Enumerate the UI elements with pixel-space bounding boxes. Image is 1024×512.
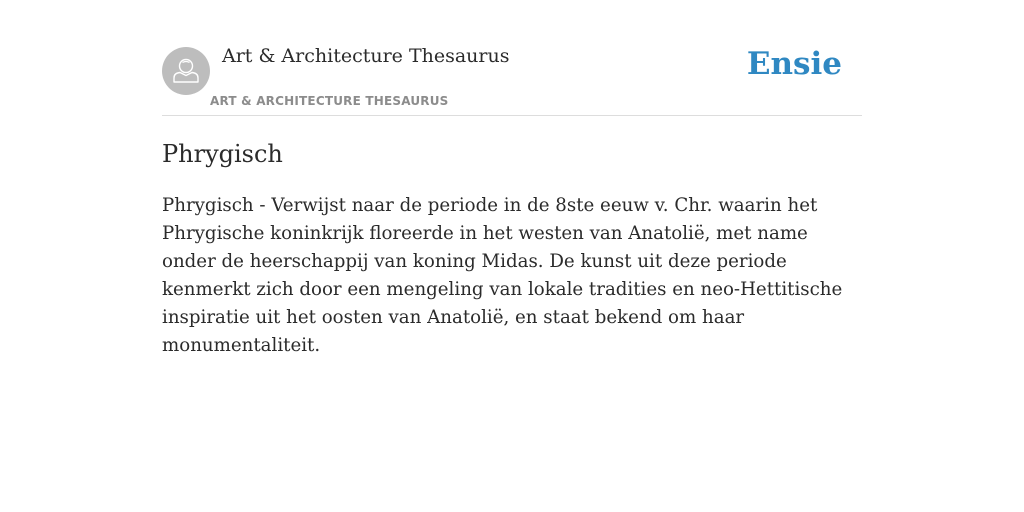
entry-header — [162, 0, 862, 116]
term-definition: Phrygisch - Verwijst naar de periode in de 8ste eeuw v. Chr. waarin het Phrygische koninkrijk floreerde in het westen van Anatolië, met name onder de heerschappij van koning Midas. De kunst uit deze periode kenmerkt zich door een mengeling van lokale tradities en neo-Hettitische inspiratie uit het oosten van Anatolië, en staat bekend om haar monumentaliteit. — [162, 195, 843, 356]
ensie-logo[interactable]: Ensie — [746, 46, 842, 82]
author-name[interactable]: Art & Architecture Thesaurus — [222, 45, 510, 67]
page-content — [162, 0, 862, 356]
source-label[interactable]: ART & ARCHITECTURE THESAURUS — [210, 94, 449, 108]
user-avatar-icon[interactable] — [162, 47, 210, 95]
term-title: Phrygisch — [162, 140, 283, 168]
